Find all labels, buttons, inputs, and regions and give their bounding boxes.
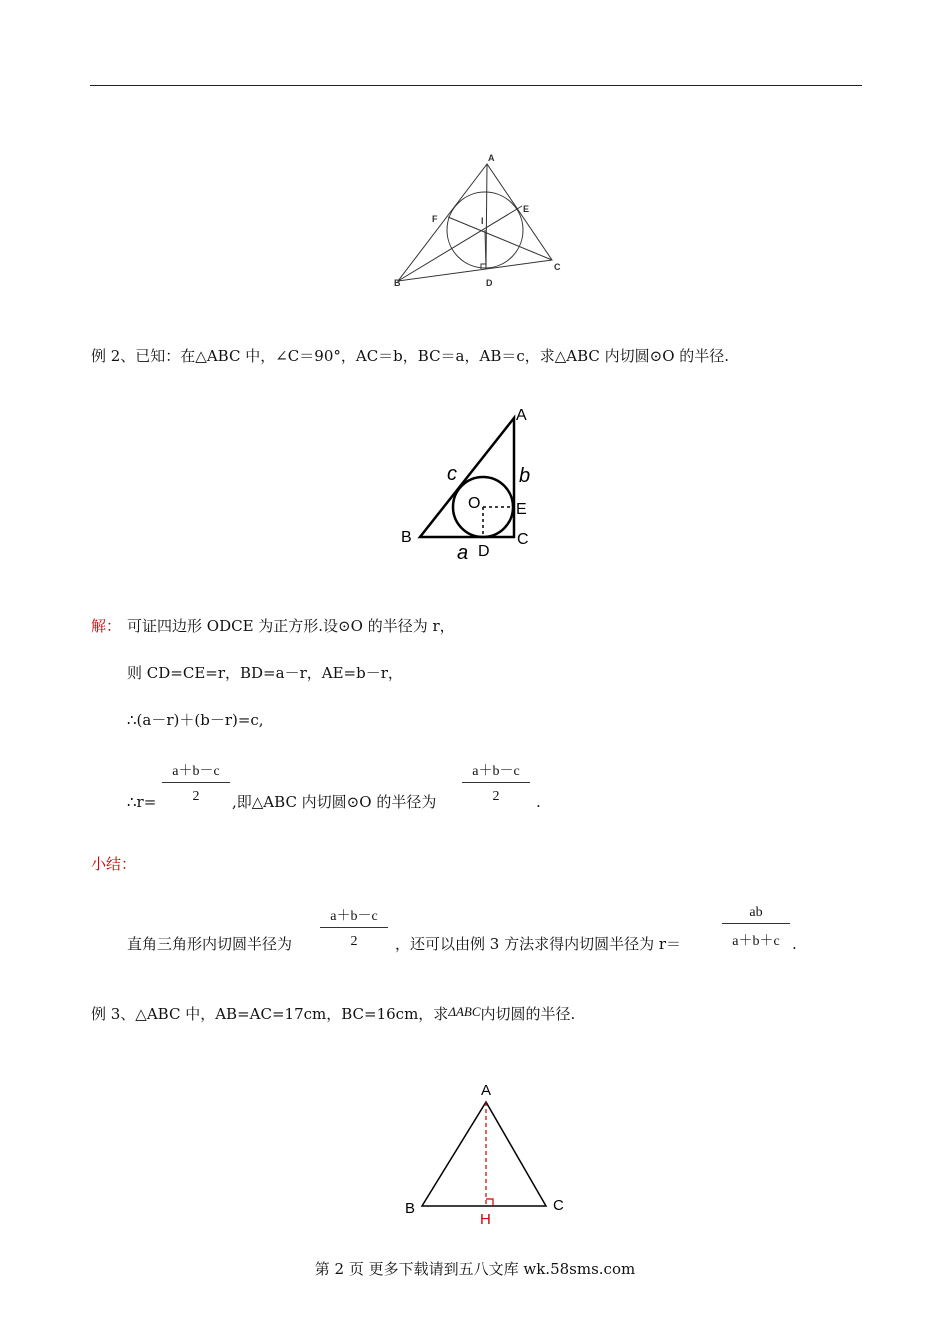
summary-fraction-1 [320, 905, 388, 950]
fig1-label-c: C [554, 262, 561, 272]
fraction-numerator: a＋b－c [472, 764, 520, 779]
solution-line4-mid: ,即△ABC 内切圆⊙O 的半径为 [232, 793, 437, 811]
fig1-label-i: I [481, 216, 484, 226]
fraction-numerator: ab [749, 905, 763, 920]
fraction-denominator: 2 [492, 789, 500, 804]
fig2-side-c: c [447, 463, 457, 485]
solution-line2: 则 CD=CE=r，BD=a－r，AE=b－r， [127, 664, 403, 682]
figure-isosceles-triangle [395, 1075, 575, 1235]
fig2-side-b: b [519, 465, 531, 487]
example3-text [91, 1002, 575, 1024]
fig3-label-b: B [405, 1200, 416, 1217]
fig1-label-a: A [488, 153, 495, 163]
summary-text-prefix: 直角三角形内切圆半径为 [127, 935, 293, 953]
fig2-label-c: C [517, 531, 529, 548]
summary-fraction-2 [722, 905, 790, 950]
fraction-numerator: a＋b－c [330, 909, 378, 924]
fraction-numerator: a＋b－c [172, 764, 220, 779]
example3-text-suffix: 内切圆的半径. [480, 1005, 576, 1023]
solution-fraction-2 [462, 760, 530, 805]
fig2-label-o: O [468, 495, 481, 512]
fraction-denominator: 2 [192, 789, 200, 804]
example3-triangle-symbol: ΔABC [448, 1004, 481, 1019]
summary-text-end: . [792, 935, 797, 953]
fig3-label-h: H [480, 1211, 491, 1228]
solution-line4-end: . [536, 793, 541, 811]
fig2-label-e: E [516, 501, 527, 518]
header-rule [90, 85, 862, 86]
summary-text-mid: ，还可以由例 3 方法求得内切圆半径为 r＝ [395, 935, 682, 953]
summary-label: 小结： [91, 855, 137, 873]
figure-incircle-triangle [380, 150, 580, 295]
fig1-label-e: E [523, 204, 530, 214]
fig3-label-a: A [481, 1082, 492, 1099]
solution-line3: ∴(a－r)＋(b－r)=c, [127, 711, 264, 729]
example2-text: 例 2、已知：在△ABC 中，∠C＝90°，AC＝b，BC＝a，AB＝c，求△ABC 内切圆⊙O 的半径. [91, 347, 730, 365]
fig2-label-a: A [516, 407, 527, 424]
fraction-denominator: 2 [350, 934, 358, 949]
page-footer: 第 2 页 更多下载请到五八文库 wk.58sms.com [314, 1260, 636, 1278]
fig2-side-a: a [457, 542, 469, 564]
solution-line4-prefix: ∴r= [127, 793, 157, 811]
solution-fraction-1 [162, 760, 230, 805]
solution-label: 解： [91, 617, 122, 635]
figure-right-triangle [395, 400, 545, 568]
fig2-label-d: D [478, 543, 490, 560]
example3-text-prefix: 例 3、△ABC 中，AB=AC=17cm，BC=16cm，求 [91, 1005, 449, 1023]
fig1-label-b: B [394, 278, 401, 288]
fraction-denominator: a＋b＋c [732, 934, 780, 949]
fig1-label-f: F [432, 214, 438, 224]
fig1-label-d: D [486, 278, 493, 288]
fig2-label-b: B [401, 529, 412, 546]
solution-line1: 可证四边形 ODCE 为正方形.设⊙O 的半径为 r， [127, 617, 455, 635]
fig3-label-c: C [553, 1197, 564, 1214]
